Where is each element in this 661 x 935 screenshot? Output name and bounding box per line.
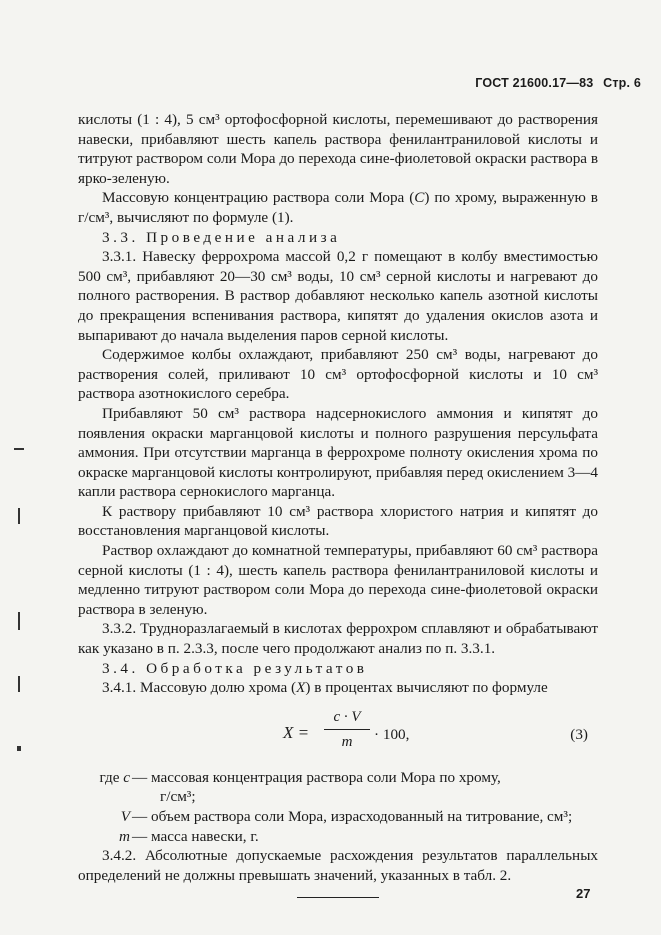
scan-mark [18, 508, 20, 524]
paragraph-sodium-chloride: К раствору прибавляют 10 см³ раствора хлористого натрия и кипятят до восстановления марганцовой кислоты. [78, 502, 598, 540]
formula-number: (3) [570, 725, 588, 743]
paragraph-mohr-concentration: Массовую концентрацию раствора соли Мора (С) по хрому, выраженную в г/см³, вычисляют по формуле (1). [78, 189, 598, 226]
formula-fraction [324, 708, 370, 753]
page-header [475, 76, 641, 90]
formula-numerator: c · V [324, 708, 370, 731]
variable-x: X [296, 679, 306, 697]
paragraph-persulfate: Прибавляют 50 см³ раствора надсернокислого аммония и кипятят до появления окраски марганцовой кислоты и полного разрушения персульфата аммония. При отсутствии марганца в феррохроме полноту окисления хрома по окраске марганцовой кислоты контролируют, прибавляя перед окислением 3—4 капли раствора сернокислого марганца. [78, 404, 598, 501]
paragraph-3-3-1: 3.3.1. Навеску феррохрома массой 0,2 г помещают в колбу вместимостью 500 см³, прибавляют 20—30 см³ воды, 10 см³ серной кислоты и нагревают до полного растворения. В раствор добавляют несколько капель азотной кислоты до прекращения вспенивания раствора, кипятят до удаления окислов азота и выпаривают до начала выделения паров серной кислоты. [78, 248, 598, 344]
document-body [78, 110, 598, 898]
paragraph-3-3-2: 3.3.2. Трудноразлагаемый в кислотах феррохром сплавляют и обрабатывают как указано в п. 2.3.3, после чего продолжают анализ по п. 3.3.1. [78, 620, 598, 658]
section-heading-3-3: 3.3. Проведение анализа [102, 228, 341, 246]
paragraph-3-4-2: 3.4.2. Абсолютные допускаемые расхождения результатов параллельных определений не должны превышать значений, указанных в табл. 2. [78, 847, 598, 884]
section-heading-3-4: 3.4. Обработка результатов [102, 659, 368, 677]
formula-3 [78, 706, 598, 762]
standard-code: ГОСТ 21600.17—83 [475, 76, 594, 90]
variable-c: С [414, 189, 425, 207]
variable-definitions [78, 768, 598, 846]
footer-rule [297, 897, 379, 898]
paragraph-continuation: кислоты (1 : 4), 5 см³ ортофосфорной кислоты, перемешивают до растворения навески, прибавляют шесть капель раствора фенилантраниловой кислоты и титруют раствором соли Мора до перехода сине-фиолетовой окраски раствора в ярко-зеленую. [78, 111, 598, 187]
formula-denominator: m [341, 734, 353, 751]
paragraph-cooling: Содержимое колбы охлаждают, прибавляют 250 см³ воды, нагревают до растворения солей, приливают 10 см³ ортофосфорной кислоты и 10 см³ раствора азотнокислого серебра. [78, 346, 598, 403]
definition-m: m — масса навески, г. [119, 827, 259, 845]
paragraph-3-4-1: 3.4.1. Массовую долю хрома (X) в процентах вычисляют по формуле [102, 679, 548, 697]
definition-v: V — объем раствора соли Мора, израсходованный на титрование, см³; [120, 808, 573, 825]
scan-mark [18, 612, 20, 630]
scan-mark [18, 676, 20, 692]
formula-rhs: · 100, [374, 725, 410, 743]
formula-lhs: X = [283, 722, 310, 742]
page-number: 27 [576, 886, 591, 901]
definition-c: где c — массовая концентрация раствора соли Мора по хрому, г/см³; [99, 768, 501, 806]
paragraph-titration: Раствор охлаждают до комнатной температуры, прибавляют 60 см³ раствора серной кислоты (1 : 4), шесть капель раствора фенилантраниловой кислоты и медленно титруют раствором соли Мора до перехода сине-фиолетовой окраски раствора в зеленую. [78, 542, 598, 618]
scan-mark [14, 448, 24, 450]
page-label: Стр. 6 [603, 76, 641, 90]
scan-mark [17, 746, 21, 751]
